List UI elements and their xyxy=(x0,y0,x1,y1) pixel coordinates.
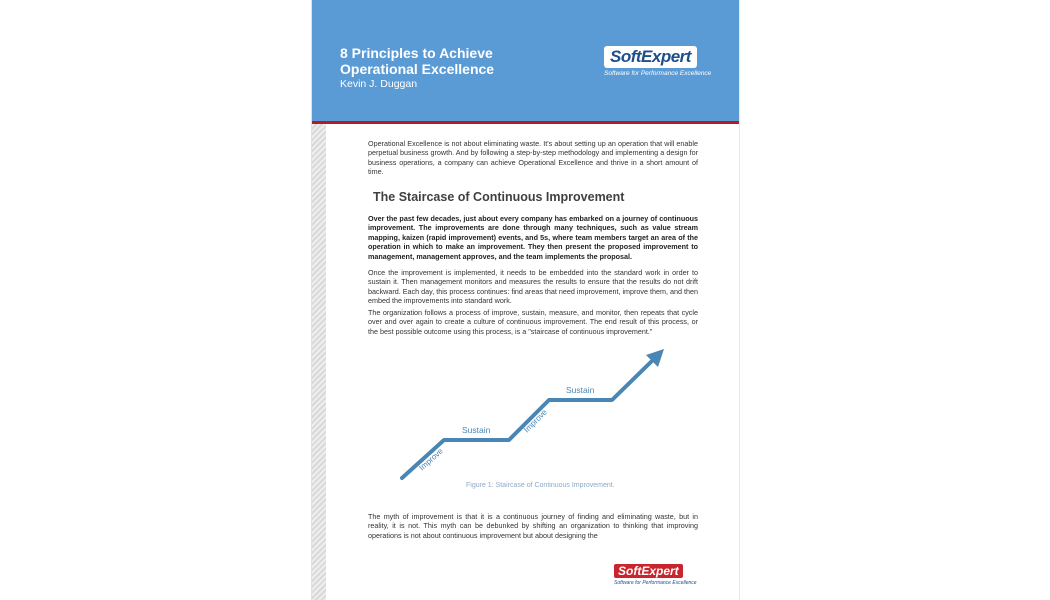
document-author: Kevin J. Duggan xyxy=(340,78,418,90)
title-line-1: 8 Principles to Achieve xyxy=(340,45,493,61)
document-page xyxy=(312,0,739,600)
logo-expert: Expert xyxy=(641,47,691,66)
footer-logo-tagline: Software for Performance Excellence xyxy=(614,580,697,586)
staircase-figure xyxy=(394,345,664,485)
document-title xyxy=(340,45,494,77)
document-header xyxy=(312,0,739,121)
paragraph-sustain: Once the improvement is implemented, it needs to be embedded into the standard work in order to sustain it. Then management monitors and measures the results to ensure that the results do not drift backward. Each day, this process continues: find areas that need improvement, improve them, and then embed the improvements into standard work. xyxy=(368,268,698,306)
logo-soft: Soft xyxy=(610,47,642,66)
paragraph-myth: The myth of improvement is that it is a continuous journey of finding and eliminating waste, but in reality, it is not. This myth can be debunked by shifting an organization to thinking that improving operations is not about continuous improvement but about designing the xyxy=(368,512,698,540)
logo-wordmark xyxy=(604,46,697,68)
section-heading: The Staircase of Continuous Improvement xyxy=(373,190,625,204)
staircase-line xyxy=(402,357,656,478)
footer-logo-wordmark: SoftExpert xyxy=(614,564,683,578)
label-improve-1: Improve xyxy=(417,446,445,473)
header-rule xyxy=(312,121,739,124)
label-sustain-1: Sustain xyxy=(462,425,491,435)
title-line-2: Operational Excellence xyxy=(340,61,495,77)
footer-logo xyxy=(614,562,697,586)
softexpert-logo xyxy=(604,46,716,77)
paragraph-cycle: The organization follows a process of improve, sustain, measure, and monitor, then repeats that cycle over and over again to create a culture of continuous improvement. The end result of this process, or the best possible outcome using this process, is a "staircase of continuous improvement." xyxy=(368,308,698,336)
label-improve-2: Improve xyxy=(522,407,549,435)
logo-tagline: Software for Performance Excellence xyxy=(604,70,712,77)
label-sustain-2: Sustain xyxy=(566,385,595,395)
figure-caption: Figure 1: Staircase of Continuous Improvement. xyxy=(466,482,615,489)
intro-paragraph: Operational Excellence is not about eliminating waste. It's about setting up an operation that will enable perpetual business growth. And by following a step-by-step methodology and implementing a design for business operations, a company can achieve Operational Excellence and thrive in a short amount of time. xyxy=(368,139,698,177)
bold-paragraph: Over the past few decades, just about every company has embarked on a journey of continuous improvement. The improvements are done through many techniques, such as value stream mapping, kaizen (rapid improvement) events, and 5s, where team members target an area of the operation in which to make an improvement. They then present the proposed improvement to management, management approves, and the team implements the proposal. xyxy=(368,214,698,261)
